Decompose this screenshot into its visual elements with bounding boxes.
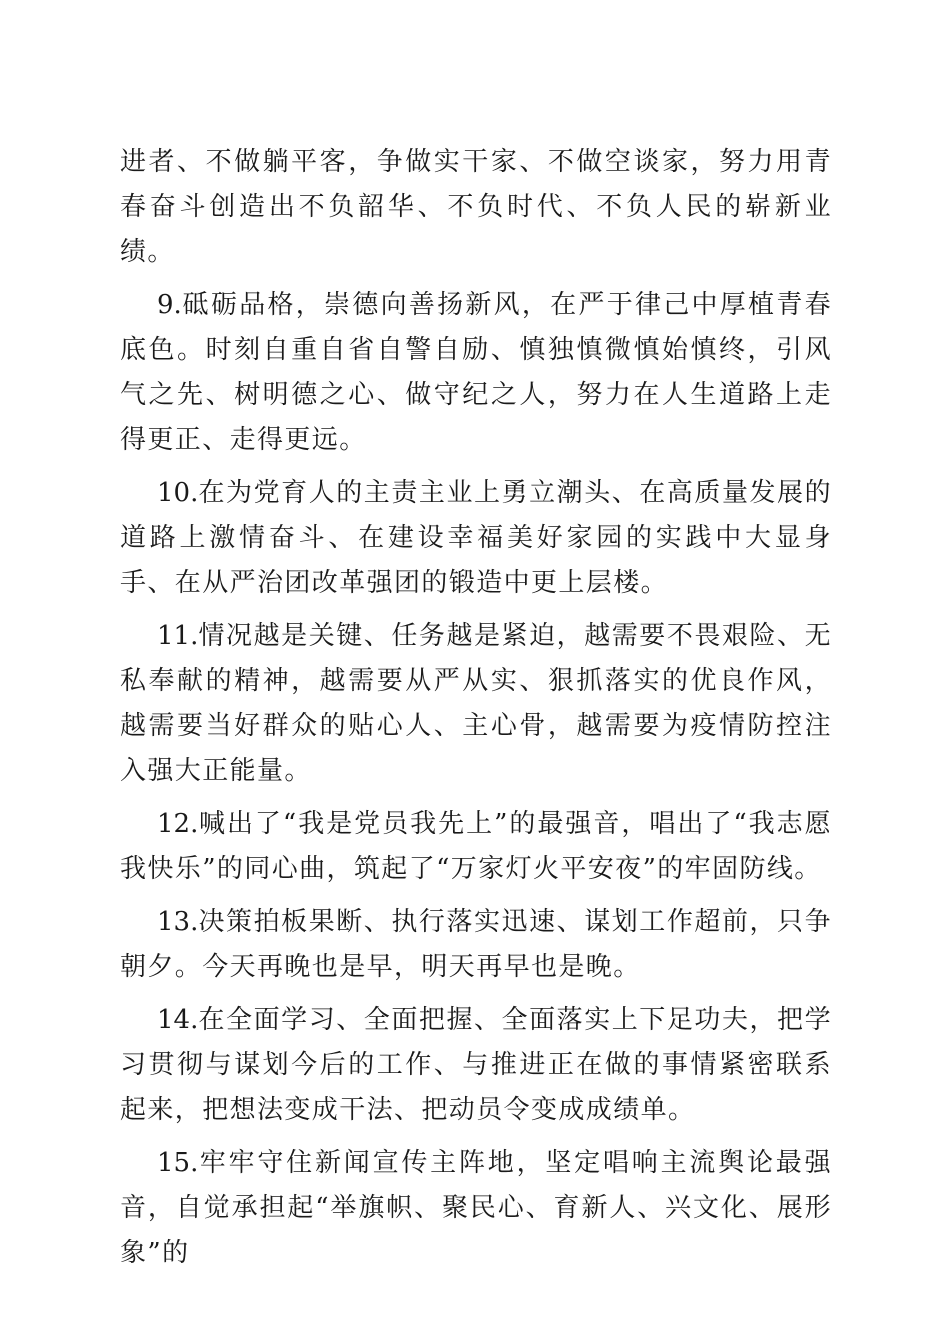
paragraph-13 bbox=[120, 900, 832, 990]
paragraph-9 bbox=[120, 283, 832, 463]
paragraph-14 bbox=[120, 998, 832, 1133]
paragraph-12 bbox=[120, 802, 832, 892]
paragraph-text: 在全面学习、全面把握、全面落实上下足功夫，把学习贯彻与谋划今后的工作、与推进正在做的事情紧密联系起来，把想法变成干法、把动员令变成成绩单。 bbox=[120, 1005, 832, 1125]
paragraph-text: 进者、不做躺平客，争做实干家、不做空谈家，努力用青春奋斗创造出不负韶华、不负时代、不负人民的崭新业绩。 bbox=[120, 147, 832, 267]
paragraph-text: 决策拍板果断、执行落实迅速、谋划工作超前，只争朝夕。今天再晚也是早，明天再早也是晚。 bbox=[120, 907, 832, 982]
paragraph-text: 喊出了“我是党员我先上”的最强音，唱出了“我志愿我快乐”的同心曲，筑起了“万家灯火平安夜”的牢固防线。 bbox=[120, 809, 832, 884]
paragraph-number: 14. bbox=[157, 1005, 199, 1035]
paragraph-number: 11. bbox=[157, 621, 199, 651]
paragraph-continued bbox=[120, 140, 832, 275]
paragraph-10 bbox=[120, 471, 832, 606]
paragraph-number: 9. bbox=[157, 290, 182, 320]
document-page bbox=[120, 140, 832, 1284]
paragraph-text: 牢牢守住新闻宣传主阵地，坚定唱响主流舆论最强音，自觉承担起“举旗帜、聚民心、育新人、兴文化、展形象”的 bbox=[120, 1148, 832, 1268]
paragraph-number: 13. bbox=[157, 907, 199, 937]
paragraph-11 bbox=[120, 614, 832, 794]
paragraph-text: 在为党育人的主责主业上勇立潮头、在高质量发展的道路上激情奋斗、在建设幸福美好家园的实践中大显身手、在从严治团改革强团的锻造中更上层楼。 bbox=[120, 478, 832, 598]
paragraph-number: 10. bbox=[157, 478, 199, 508]
paragraph-text: 砥砺品格，崇德向善扬新风，在严于律己中厚植青春底色。时刻自重自省自警自励、慎独慎微慎始慎终，引风气之先、树明德之心、做守纪之人，努力在人生道路上走得更正、走得更远。 bbox=[120, 290, 832, 455]
paragraph-number: 12. bbox=[157, 809, 199, 839]
paragraph-text: 情况越是关键、任务越是紧迫，越需要不畏艰险、无私奉献的精神，越需要从严从实、狠抓落实的优良作风，越需要当好群众的贴心人、主心骨，越需要为疫情防控注入强大正能量。 bbox=[120, 621, 832, 786]
paragraph-number: 15. bbox=[157, 1148, 199, 1178]
paragraph-15 bbox=[120, 1141, 832, 1276]
